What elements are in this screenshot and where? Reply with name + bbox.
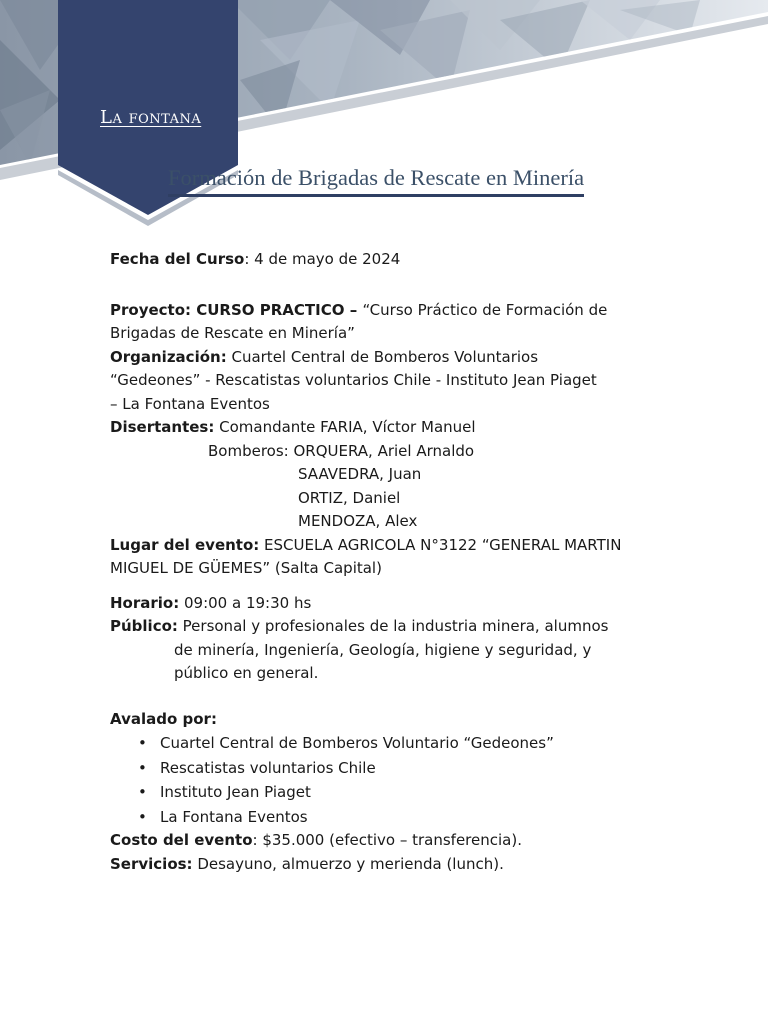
bullet-icon: •	[138, 807, 147, 826]
schedule-line: Horario: 09:00 a 19:30 hs	[110, 593, 312, 612]
organization-line: Organización: Cuartel Central de Bomberos Voluntarios	[110, 347, 539, 366]
firefighters-line: Bomberos: ORQUERA, Ariel Arnaldo	[208, 441, 475, 460]
speaker-name: SAAVEDRA, Juan	[298, 465, 422, 483]
document-title: Formación de Brigadas de Rescate en Minería	[168, 165, 584, 197]
venue-line: Lugar del evento: ESCUELA AGRICOLA N°3122 “GENERAL MARTIN	[110, 535, 622, 554]
venue-line-2: MIGUEL DE GÜEMES” (Salta Capital)	[110, 559, 382, 577]
list-item: • Instituto Jean Piaget	[160, 780, 650, 805]
bullet-icon: •	[138, 734, 147, 752]
organization-line-3: – La Fontana Eventos	[110, 394, 270, 413]
services-line: Servicios: Desayuno, almuerzo y merienda (lunch).	[110, 854, 504, 873]
speaker-name: ORTIZ, Daniel	[298, 488, 401, 507]
bullet-icon: •	[138, 758, 147, 777]
course-date: Fecha del Curso: 4 de mayo de 2024	[110, 250, 401, 268]
endorsed-heading: Avalado por:	[110, 709, 217, 728]
speakers-line: Disertantes: Comandante FARIA, Víctor Manuel	[110, 418, 476, 436]
speaker-name: MENDOZA, Alex	[298, 512, 418, 530]
audience-line: Público: Personal y profesionales de la industria minera, alumnos	[110, 617, 609, 635]
endorsed-list	[110, 731, 650, 829]
audience-line-2: de minería, Ingeniería, Geología, higiene y seguridad, y	[174, 640, 592, 659]
project-line: Proyecto: CURSO PRACTICO – “Curso Práctico de Formación de	[110, 300, 608, 319]
bullet-icon: •	[138, 783, 147, 801]
brand-name: La fontana	[100, 107, 202, 128]
project-line-2: Brigadas de Rescate en Minería”	[110, 324, 355, 342]
course-details	[110, 248, 650, 876]
cost-line: Costo del evento: $35.000 (efectivo – transferencia).	[110, 831, 522, 849]
list-item: • Rescatistas voluntarios Chile	[160, 756, 650, 781]
organization-line-2: “Gedeones” - Rescatistas voluntarios Chile - Instituto Jean Piaget	[110, 371, 597, 389]
audience-line-3: público en general.	[174, 664, 319, 682]
list-item: • Cuartel Central de Bomberos Voluntario “Gedeones”	[160, 731, 650, 756]
list-item: • La Fontana Eventos	[160, 805, 650, 830]
